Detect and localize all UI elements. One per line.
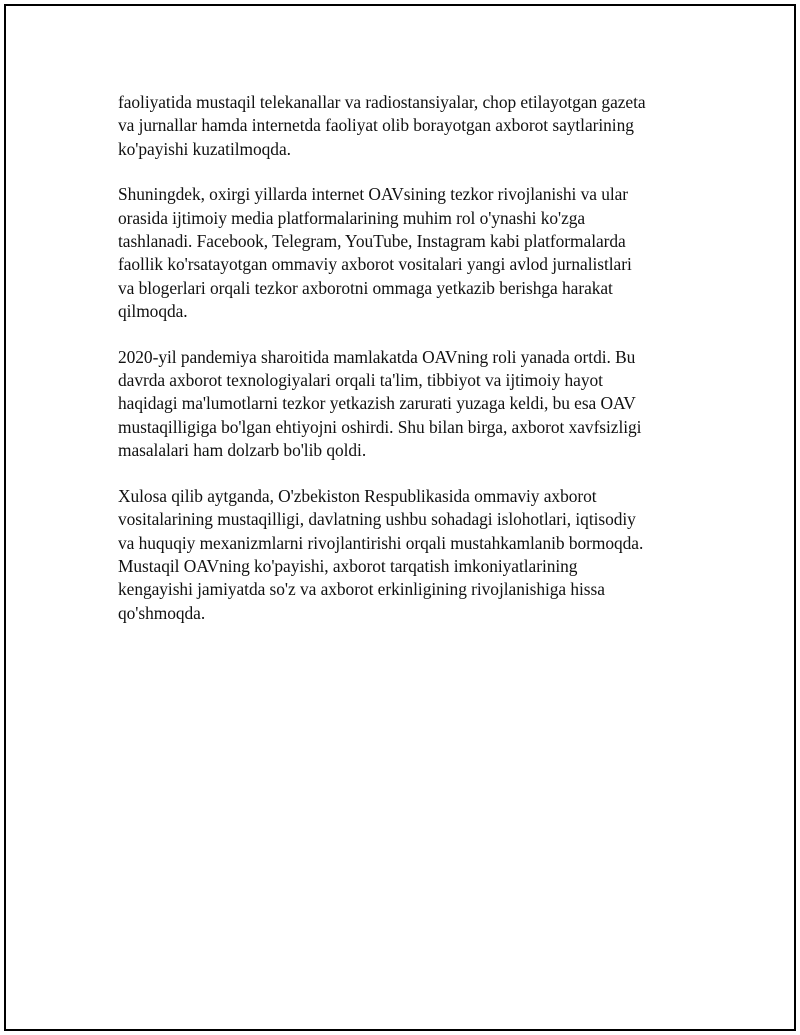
document-body [118, 91, 698, 647]
paragraph-1: faoliyatida mustaqil telekanallar va radiostansiyalar, chop etilayotgan gazeta va jurnallar hamda internetda faoliyat olib borayotgan axborot saytlarining ko'payishi kuzatilmoqda. [118, 92, 646, 159]
paragraph-3: 2020-yil pandemiya sharoitida mamlakatda OAVning roli yanada ortdi. Bu davrda axborot texnologiyalari orqali ta'lim, tibbiyot va ijtimoiy hayot haqidagi ma'lumotlarni tezkor yetkazish zarurati yuzaga keldi, bu esa OAV mustaqilligiga bo'lgan ehtiyojni oshirdi. Shu bilan birga, axborot xavfsizligi masalalari ham dolzarb bo'lib qoldi. [118, 346, 642, 461]
paragraph-4: Xulosa qilib aytganda, O'zbekiston Respublikasida ommaviy axborot vositalarining mustaqilligi, davlatning ushbu sohadagi islohotlari, iqtisodiy va huquqiy mexanizmlarni rivojlantirishi orqali mustahkamlanib bormoqda. Mustaqil OAVning ko'payishi, axborot tarqatish imkoniyatlarining kengayishi jamiyatda so'z va axborot erkinligining rivojlanishiga hissa qo'shmoqda. [118, 485, 644, 623]
paragraph-2: Shuningdek, oxirgi yillarda internet OAVsining tezkor rivojlanishi va ular orasida ijtimoiy media platformalarining muhim rol o'ynashi ko'zga tashlanadi. Facebook, Telegram, YouTube, Instagram kabi platformalarda faollik ko'rsatayotgan ommaviy axborot vositalari yangi avlod jurnalistlari va blogerlari orqali tezkor axborotni ommaga yetkazib berishga harakat qilmoqda. [118, 184, 632, 322]
